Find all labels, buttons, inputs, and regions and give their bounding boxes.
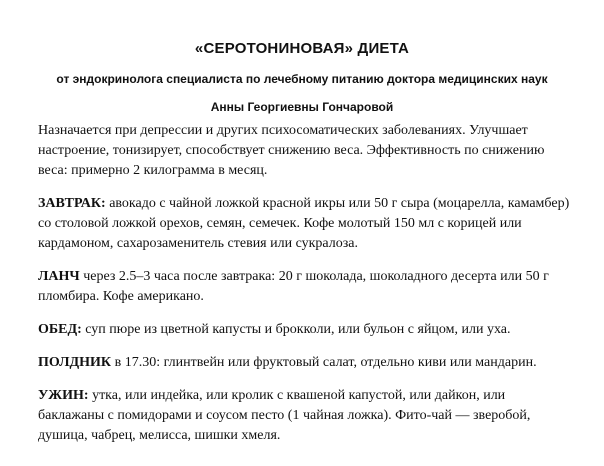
- paragraph-supper: [38, 386, 574, 446]
- paragraph-afternoon-snack: [38, 353, 574, 373]
- paragraph-text: суп пюре из цветной капусты и брокколи, или бульон с яйцом, или уха.: [81, 322, 511, 337]
- paragraph-text: Назначается при депрессии и других психосоматических заболеваниях. Улучшает настроение, тонизирует, способствует снижению веса. Эффективность по снижению веса: примерно 2 килограмма в месяц.: [38, 123, 545, 178]
- paragraph-text: утка, или индейка, или кролик с квашеной капустой, или дайкон, или баклажаны с помидорами и соусом песто (1 чайная ложка). Фито-чай — зверобой, душица, чабрец, мелисса, шишки хмеля.: [38, 388, 531, 443]
- document-body: [38, 121, 574, 459]
- paragraph-text: в 17.30: глинтвейн или фруктовый салат, отдельно киви или мандарин.: [111, 355, 537, 370]
- paragraph-dinner-midday: [38, 320, 574, 340]
- document-subtitle-author-credentials: от эндокринолога специалиста по лечебному питанию доктора медицинских наук: [56, 72, 548, 86]
- paragraph-text: через 2.5–3 часа после завтрака: 20 г шоколада, шоколадного десерта или 50 г пломбира. Кофе американо.: [38, 269, 549, 304]
- document-subtitle-author-name: Анны Георгиевны Гончаровой: [210, 100, 394, 114]
- paragraph-lead: ЛАНЧ: [38, 269, 80, 284]
- paragraph-breakfast: [38, 194, 574, 254]
- paragraph-lead: УЖИН:: [38, 388, 89, 403]
- paragraph-lead: ЗАВТРАК:: [38, 196, 106, 211]
- paragraph-text: авокадо с чайной ложкой красной икры или 50 г сыра (моцарелла, камамбер) со столовой ложкой орехов, семян, семечек. Кофе молотый 150 мл с корицей или кардамоном, сахарозаменитель стевия или сукралоза.: [38, 196, 570, 251]
- paragraph-intro: [38, 121, 574, 181]
- paragraph-lead: ПОЛДНИК: [38, 355, 112, 370]
- document-title: «СЕРОТОНИНОВАЯ» ДИЕТА: [194, 40, 410, 57]
- paragraph-lunch-snack: [38, 267, 574, 307]
- paragraph-lead: ОБЕД:: [38, 322, 82, 337]
